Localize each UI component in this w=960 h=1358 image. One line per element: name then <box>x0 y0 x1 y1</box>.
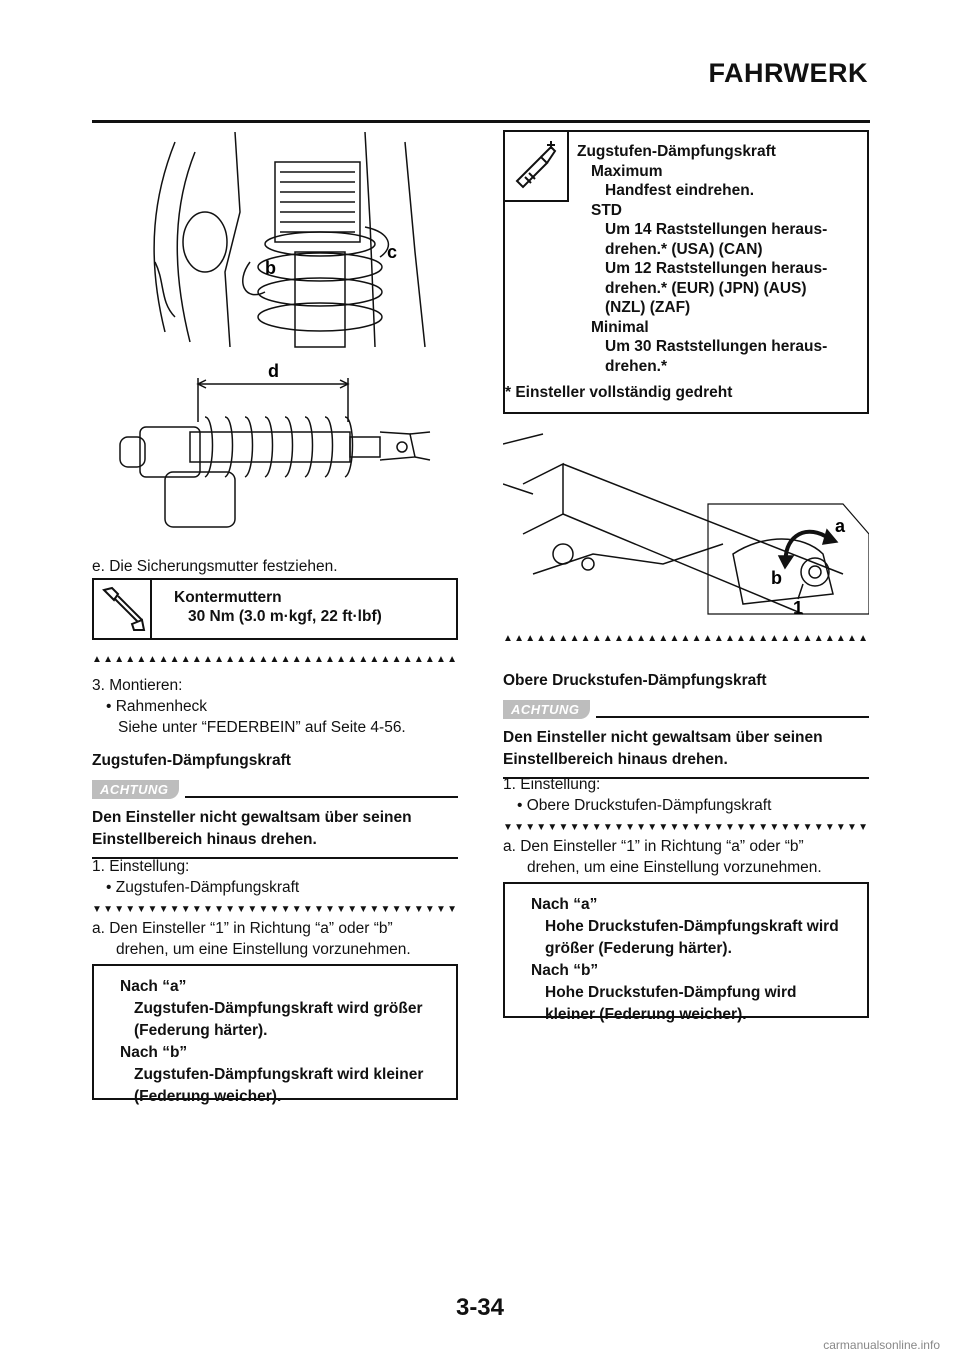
dir-a-label-right: Nach “a” <box>531 896 598 913</box>
install-reference: Siehe unter “FEDERBEIN” auf Seite 4-56. <box>118 719 406 736</box>
spec-min-line2: drehen.* <box>605 357 668 375</box>
shock-length-illustration <box>110 362 440 542</box>
dir-b-line1-right: Hohe Druckstufen-Dämpfung wird <box>545 984 797 1001</box>
spec-std-line1: Um 14 Raststellungen heraus- <box>605 221 828 238</box>
triangle-separator-down-right: ▼▼▼▼▼▼▼▼▼▼▼▼▼▼▼▼▼▼▼▼▼▼▼▼▼▼▼▼▼▼▼▼▼ <box>503 823 869 833</box>
caution-rule-right <box>596 716 870 718</box>
adjust-bullet-right: • Obere Druckstufen-Dämpfungskraft <box>517 797 772 814</box>
footer-watermark: carmanualsonline.info <box>823 1338 940 1352</box>
torque-spec-box <box>92 578 458 640</box>
caution-rule <box>185 796 459 798</box>
spec-footnote: * Einsteller vollständig gedreht <box>505 384 865 402</box>
caution-text-right-line1: Den Einsteller nicht gewaltsam über seinen <box>503 729 823 746</box>
page-header-title: FAHRWERK <box>708 58 868 88</box>
step-a-right-line2: drehen, um eine Einstellung vorzunehmen. <box>527 859 822 876</box>
triangle-separator-up-right: ▲▲▲▲▲▲▲▲▲▲▲▲▲▲▲▲▲▲▲▲▲▲▲▲▲▲▲▲▲▲▲▲▲ <box>503 634 869 644</box>
caution-block-left <box>92 780 458 859</box>
dir-b-line1: Zugstufen-Dämpfungskraft wird kleiner <box>134 1066 424 1083</box>
dir-b-label: Nach “b” <box>120 1044 188 1061</box>
step-a-line2: drehen, um eine Einstellung vorzunehmen. <box>116 941 411 958</box>
adjust-step: 1. Einstellung: <box>92 858 190 875</box>
step-a-right-line1: a. Den Einsteller “1” in Richtung “a” oder “b” <box>503 838 804 855</box>
swingarm-adjuster-illustration <box>503 424 869 624</box>
caution-badge: ACHTUNG <box>92 780 179 799</box>
triangle-separator-down: ▼▼▼▼▼▼▼▼▼▼▼▼▼▼▼▼▼▼▼▼▼▼▼▼▼▼▼▼▼▼▼▼▼ <box>92 905 458 915</box>
dir-a-line2-right: größer (Federung härter). <box>545 940 732 957</box>
dir-a-line1: Zugstufen-Dämpfungskraft wird größer <box>134 1000 423 1017</box>
spec-min-label: Minimal <box>591 318 649 336</box>
dir-b-line2: (Federung weicher). <box>134 1088 282 1105</box>
spec-std-line4: drehen.* (EUR) (JPN) (AUS) <box>605 279 807 297</box>
caution-text-line1: Den Einsteller nicht gewaltsam über seinen <box>92 809 412 826</box>
caution-text-right-line2: Einstellbereich hinaus drehen. <box>503 751 728 768</box>
section-title-compression: Obere Druckstufen-Dämpfungskraft <box>503 672 767 689</box>
header-rule <box>92 120 870 123</box>
spec-value: 30 Nm (3.0 m·kgf, 22 ft·lbf) <box>188 608 382 625</box>
spec-std-label: STD <box>591 201 622 219</box>
spec-std-line2: drehen.* (USA) (CAN) <box>605 240 763 258</box>
direction-box-right <box>503 882 869 1023</box>
triangle-separator-up: ▲▲▲▲▲▲▲▲▲▲▲▲▲▲▲▲▲▲▲▲▲▲▲▲▲▲▲▲▲▲▲▲▲ <box>92 655 458 665</box>
spec-max-label: Maximum <box>591 162 663 180</box>
adjust-step-right: 1. Einstellung: <box>503 776 601 793</box>
caution-badge-right: ACHTUNG <box>503 700 590 719</box>
caution-block-right <box>503 700 869 779</box>
damping-spec-box <box>503 130 869 414</box>
spec-name: Kontermuttern <box>174 589 282 606</box>
caliper-icon <box>505 132 569 202</box>
label-1: 1 <box>793 598 804 618</box>
step-a-line1: a. Den Einsteller “1” in Richtung “a” oder “b” <box>92 920 393 937</box>
dir-a-line1-right: Hohe Druckstufen-Dämpfungskraft wird <box>545 918 839 935</box>
install-step: 3. Montieren: <box>92 677 183 694</box>
direction-box-left <box>92 964 458 1105</box>
label-a: a <box>835 516 846 536</box>
label-d: d <box>268 362 279 381</box>
torque-wrench-icon <box>94 580 152 638</box>
spec-title: Zugstufen-Dämpfungskraft <box>577 143 776 160</box>
label-b: b <box>265 258 276 278</box>
label-c: c <box>387 242 398 262</box>
install-bullet: • Rahmenheck <box>106 698 208 715</box>
step-e-text: e. Die Sicherungsmutter festziehen. <box>92 558 338 575</box>
dir-a-line2: (Federung härter). <box>134 1022 268 1039</box>
dir-b-label-right: Nach “b” <box>531 962 599 979</box>
shock-installed-illustration <box>135 132 435 352</box>
spec-max-value: Handfest eindrehen. <box>605 182 754 199</box>
dir-a-label: Nach “a” <box>120 978 187 995</box>
caution-text-line2: Einstellbereich hinaus drehen. <box>92 831 317 848</box>
dir-b-line2-right: kleiner (Federung weicher). <box>545 1006 747 1023</box>
spec-min-line1: Um 30 Raststellungen heraus- <box>605 338 828 355</box>
label-b-right: b <box>771 568 782 588</box>
adjust-bullet: • Zugstufen-Dämpfungskraft <box>106 879 300 896</box>
spec-std-line3: Um 12 Raststellungen heraus- <box>605 260 828 277</box>
spec-std-line5: (NZL) (ZAF) <box>605 299 691 316</box>
page-number: 3-34 <box>455 1294 505 1321</box>
section-title-rebound: Zugstufen-Dämpfungskraft <box>92 752 291 769</box>
